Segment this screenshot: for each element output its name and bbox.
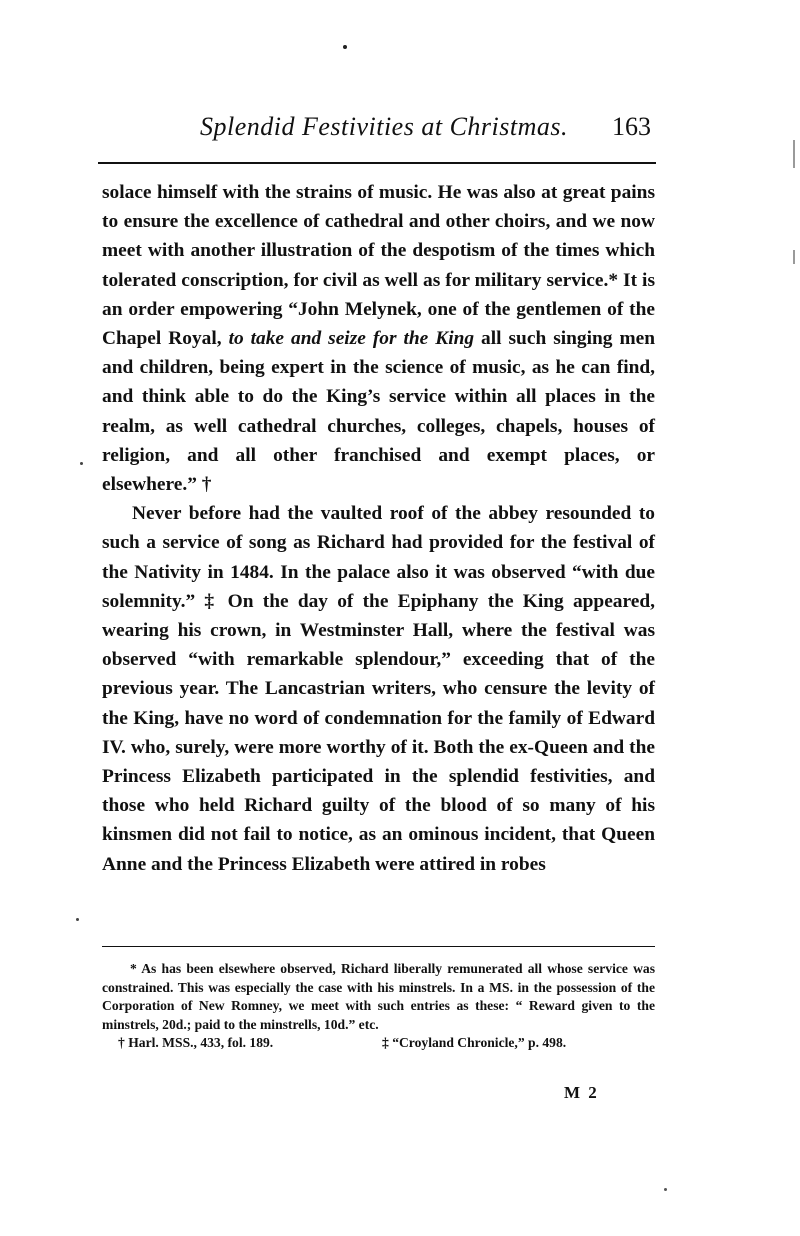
footnote-2: † Harl. MSS., 433, fol. 189. xyxy=(118,1035,274,1051)
header-rule xyxy=(98,162,656,164)
ink-speck xyxy=(76,918,79,921)
footnote-row xyxy=(102,1034,655,1054)
body-text xyxy=(102,178,655,879)
footnote-1: * As has been elsewhere observed, Richard liberally remunerated all whose service was constrained. This was especially the case with his minstrels. In a MS. in the possession of the Corporation of New Romney, we meet with such entries as these: “ Reward given to the minstrels, 20d.; paid to the minstrells, 10d.” etc. xyxy=(102,961,655,1032)
page-header xyxy=(100,112,655,152)
footnotes xyxy=(102,960,655,1054)
footnote-rule xyxy=(102,946,655,947)
footnote-3: ‡ “Croyland Chronicle,” p. 498. xyxy=(382,1035,567,1051)
paragraph-1-text-a: solace himself with the strains of music. He was also at great pains to ensure the excellence of cathedral and other choirs, and we now meet with another illustration of the despotism of the times which tolerated conscription, for civil as well as for military service.* It is an order empowering “John Melynek, one of the gentlemen of the Chapel Royal, xyxy=(102,182,655,350)
ink-speck xyxy=(343,45,347,49)
paragraph-1-italic: to take and seize for the King xyxy=(228,328,475,350)
signature-mark: M 2 xyxy=(564,1083,599,1102)
paragraph-2: Never before had the vaulted roof of the abbey resounded to such a service of song as Richard had provided for the festival of the Nativity in 1484. In the palace also it was observed “with due solemnity.” ‡ On the day of the Epiphany the King appeared, wearing his crown, in Westminster Hall, where the festival was observed “with remarkable splendour,” exceeding that of the previous year. The Lancastrian writers, who censure the levity of the King, have no word of condemnation for the family of Edward IV. who, surely, were more worthy of it. Both the ex-Queen and the Princess Elizabeth participated in the splendid festivities, and those who held Richard guilty of the blood of so many of his kinsmen did not fail to notice, as an ominous incident, that Queen Anne and the Princess Elizabeth were attired in robes xyxy=(102,503,655,875)
ink-speck xyxy=(80,462,83,465)
paragraph-1-text-b: all such singing men and children, being expert in the science of music, as he can find, and think able to do the King’s service within all places in the realm, as well cathedral churches, colleges, chapels, houses of religion, and all other franchised and exempt places, or elsewhere.” † xyxy=(102,328,656,496)
page-edge-mark xyxy=(793,140,795,168)
page-number: 163 xyxy=(612,112,651,141)
running-title: Splendid Festivities at Christmas. xyxy=(200,112,568,141)
page-edge-mark xyxy=(793,250,795,264)
ink-speck xyxy=(664,1188,667,1191)
paragraph-1 xyxy=(102,178,655,499)
